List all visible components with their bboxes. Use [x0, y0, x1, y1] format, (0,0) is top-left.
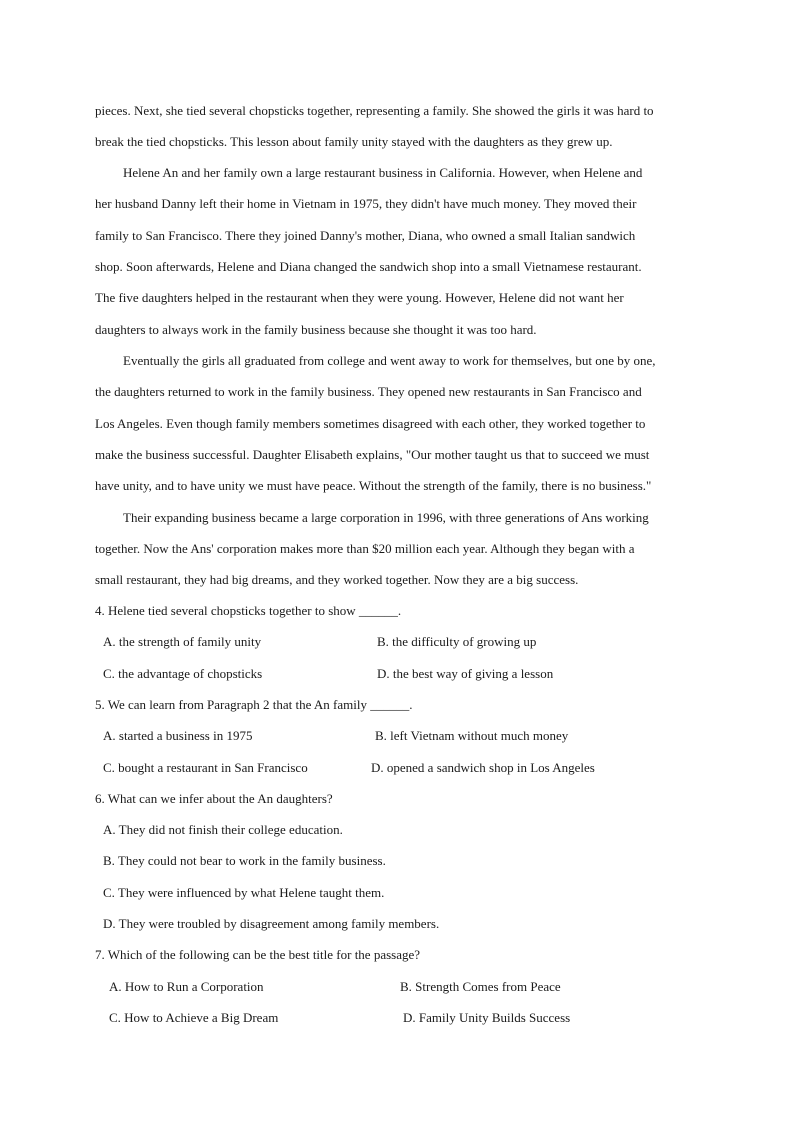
- question-5-option-d[interactable]: D. opened a sandwich shop in Los Angeles: [371, 760, 595, 775]
- passage-line: her husband Danny left their home in Vietnam in 1975, they didn't have much money. They moved their: [95, 196, 637, 211]
- question-5-option-b[interactable]: B. left Vietnam without much money: [375, 728, 569, 743]
- question-5-option-c[interactable]: C. bought a restaurant in San Francisco: [103, 760, 308, 775]
- passage-line: pieces. Next, she tied several chopsticks together, representing a family. She showed the girls it was hard to: [95, 103, 654, 118]
- question-7-option-b[interactable]: B. Strength Comes from Peace: [400, 979, 561, 994]
- passage-line: make the business successful. Daughter Elisabeth explains, "Our mother taught us that to succeed we must: [95, 447, 650, 462]
- passage-line: the daughters returned to work in the family business. They opened new restaurants in San Francisco and: [95, 384, 642, 399]
- question-6-option-b[interactable]: B. They could not bear to work in the family business.: [103, 853, 386, 868]
- question-4-option-a[interactable]: A. the strength of family unity: [103, 634, 262, 649]
- passage-line: Helene An and her family own a large restaurant business in California. However, when Helene and: [123, 165, 643, 180]
- question-7-option-c[interactable]: C. How to Achieve a Big Dream: [109, 1010, 279, 1025]
- passage-line: small restaurant, they had big dreams, and they worked together. Now they are a big success.: [95, 572, 579, 587]
- question-6-option-c[interactable]: C. They were influenced by what Helene taught them.: [103, 885, 385, 900]
- question-4-option-c[interactable]: C. the advantage of chopsticks: [103, 666, 263, 681]
- question-6-option-d[interactable]: D. They were troubled by disagreement among family members.: [103, 916, 440, 931]
- question-7-option-a[interactable]: A. How to Run a Corporation: [109, 979, 264, 994]
- passage-line: have unity, and to have unity we must have peace. Without the strength of the family, there is no business.": [95, 478, 652, 493]
- question-5-stem: 5. We can learn from Paragraph 2 that the An family ______.: [95, 697, 413, 712]
- passage-line: daughters to always work in the family business because she thought it was too hard.: [95, 322, 537, 337]
- passage-line: Eventually the girls all graduated from college and went away to work for themselves, but one by one,: [123, 353, 656, 368]
- question-4-option-b[interactable]: B. the difficulty of growing up: [377, 634, 537, 649]
- question-7-stem: 7. Which of the following can be the best title for the passage?: [95, 947, 421, 962]
- passage-line: The five daughters helped in the restaurant when they were young. However, Helene did not want her: [95, 290, 624, 305]
- passage-line: Their expanding business became a large corporation in 1996, with three generations of Ans working: [123, 510, 649, 525]
- passage-line: break the tied chopsticks. This lesson about family unity stayed with the daughters as they grew up.: [95, 134, 613, 149]
- passage-line: Los Angeles. Even though family members sometimes disagreed with each other, they worked together to: [95, 416, 646, 431]
- question-7-option-d[interactable]: D. Family Unity Builds Success: [403, 1010, 571, 1025]
- passage-line: together. Now the Ans' corporation makes more than $20 million each year. Although they began with a: [95, 541, 635, 556]
- question-4-option-d[interactable]: D. the best way of giving a lesson: [377, 666, 554, 681]
- question-5-option-a[interactable]: A. started a business in 1975: [103, 728, 253, 743]
- question-6-stem: 6. What can we infer about the An daughters?: [95, 791, 333, 806]
- passage-line: family to San Francisco. There they joined Danny's mother, Diana, who owned a small Italian sandwich: [95, 228, 636, 243]
- passage-line: shop. Soon afterwards, Helene and Diana changed the sandwich shop into a small Vietnamese restaurant.: [95, 259, 642, 274]
- question-4-stem: 4. Helene tied several chopsticks together to show ______.: [95, 603, 402, 618]
- question-6-option-a[interactable]: A. They did not finish their college education.: [103, 822, 343, 837]
